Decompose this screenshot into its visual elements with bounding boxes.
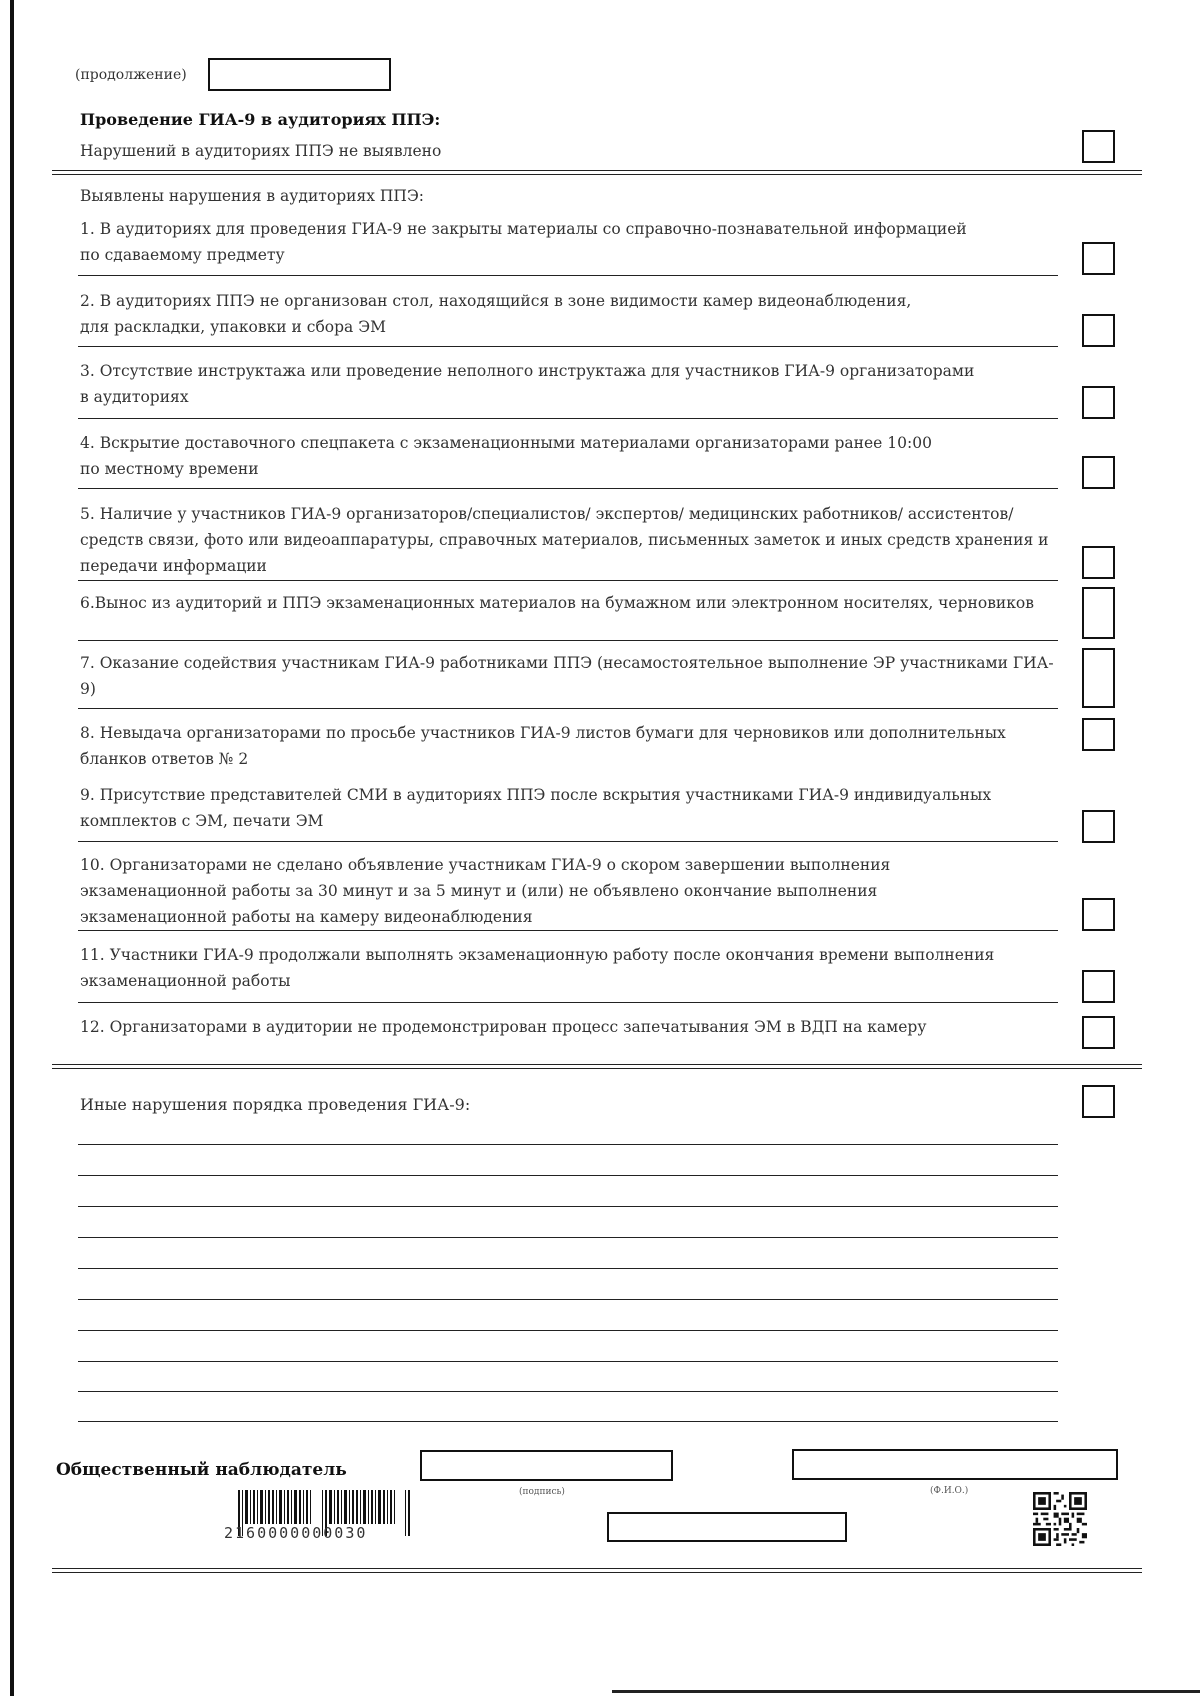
no-violations-label: Нарушений в аудиториях ППЭ не выявлено xyxy=(80,142,442,160)
scan-bottom-edge xyxy=(612,1690,1200,1693)
extra-field[interactable] xyxy=(607,1512,847,1542)
row-divider xyxy=(78,930,1058,931)
writing-line[interactable] xyxy=(78,1206,1058,1207)
writing-line[interactable] xyxy=(78,1299,1058,1300)
other-violations-checkbox[interactable] xyxy=(1082,1085,1115,1118)
violation-item-12: 12. Организаторами в аудитории не продемонстрирован процесс запечатывания ЭМ в ВДП на камеру xyxy=(80,1018,927,1036)
signature-caption: (подпись) xyxy=(519,1487,565,1497)
violation-checkbox-6[interactable] xyxy=(1082,587,1115,639)
qr-code-icon xyxy=(1033,1492,1087,1546)
violation-item-9: 9. Присутствие представителей СМИ в аудиториях ППЭ после вскрытия участниками ГИА-9 индивидуальных комплектов с ЭМ, печати ЭМ xyxy=(80,786,992,830)
row-divider xyxy=(78,640,1058,641)
writing-line[interactable] xyxy=(78,1421,1058,1422)
violation-checkbox-7[interactable] xyxy=(1082,648,1115,708)
no-violations-checkbox[interactable] xyxy=(1082,130,1115,163)
violation-item-8: 8. Невыдача организаторами по просьбе участников ГИА-9 листов бумаги для черновиков или дополнительных бланков ответов № 2 xyxy=(80,724,1006,768)
violation-item-2: 2. В аудиториях ППЭ не организован стол, находящийся в зоне видимости камер видеонаблюдения, для раскладки, упаковки и сбора ЭМ xyxy=(80,292,912,336)
continuation-field[interactable] xyxy=(208,58,391,91)
barcode-number: 2160000000030 xyxy=(224,1524,368,1542)
row-divider xyxy=(78,1002,1058,1003)
observer-label: Общественный наблюдатель xyxy=(56,1460,347,1480)
writing-line[interactable] xyxy=(78,1144,1058,1145)
violation-item-11: 11. Участники ГИА-9 продолжали выполнять экзаменационную работу после окончания времени выполнения экзаменационной работы xyxy=(80,946,995,990)
row-divider xyxy=(78,418,1058,419)
violation-item-3: 3. Отсутствие инструктажа или проведение неполного инструктажа для участников ГИА-9 организаторами в аудиториях xyxy=(80,362,975,406)
violation-item-10: 10. Организаторами не сделано объявление участникам ГИА-9 о скором завершении выполнения экзаменационной работы за 30 минут и за 5 минут и (или) не объявлено окончание выполнения экзаменационной работы на камеру видеонаблюдения xyxy=(80,856,891,926)
writing-line[interactable] xyxy=(78,1361,1058,1362)
violation-checkbox-3[interactable] xyxy=(1082,386,1115,419)
row-divider xyxy=(78,580,1058,581)
violation-checkbox-8[interactable] xyxy=(1082,718,1115,751)
fio-caption: (Ф.И.О.) xyxy=(930,1486,969,1496)
section-divider xyxy=(52,170,1142,175)
footer-divider xyxy=(52,1568,1142,1573)
continuation-label: (продолжение) xyxy=(75,67,187,83)
writing-line[interactable] xyxy=(78,1330,1058,1331)
violation-checkbox-12[interactable] xyxy=(1082,1016,1115,1049)
writing-line[interactable] xyxy=(78,1237,1058,1238)
writing-line[interactable] xyxy=(78,1175,1058,1176)
row-divider xyxy=(78,346,1058,347)
violation-checkbox-4[interactable] xyxy=(1082,456,1115,489)
violation-item-7: 7. Оказание содействия участникам ГИА-9 работниками ППЭ (несамостоятельное выполнение ЭР участниками ГИА- 9) xyxy=(80,654,1054,698)
fio-field[interactable] xyxy=(792,1449,1118,1480)
violations-header: Выявлены нарушения в аудиториях ППЭ: xyxy=(80,187,425,205)
row-divider xyxy=(78,708,1058,709)
other-violations-label: Иные нарушения порядка проведения ГИА-9: xyxy=(80,1095,471,1114)
section-divider xyxy=(52,1064,1142,1069)
violation-checkbox-10[interactable] xyxy=(1082,898,1115,931)
violation-checkbox-2[interactable] xyxy=(1082,314,1115,347)
row-divider xyxy=(78,841,1058,842)
scan-left-edge xyxy=(10,0,14,1696)
row-divider xyxy=(78,488,1058,489)
violation-checkbox-9[interactable] xyxy=(1082,810,1115,843)
violation-item-4: 4. Вскрытие доставочного спецпакета с экзаменационными материалами организаторами ранее 10:00 по местному времени xyxy=(80,434,932,478)
violation-item-6: 6.Вынос из аудиторий и ППЭ экзаменационных материалов на бумажном или электронном носителях, черновиков xyxy=(80,594,1034,612)
writing-line[interactable] xyxy=(78,1391,1058,1392)
violation-checkbox-1[interactable] xyxy=(1082,242,1115,275)
writing-line[interactable] xyxy=(78,1268,1058,1269)
signature-field[interactable] xyxy=(420,1450,673,1481)
violation-item-1: 1. В аудиториях для проведения ГИА-9 не закрыты материалы со справочно-познавательной информацией по сдаваемому предмету xyxy=(80,220,967,264)
violation-checkbox-11[interactable] xyxy=(1082,970,1115,1003)
violation-item-5: 5. Наличие у участников ГИА-9 организаторов/специалистов/ экспертов/ медицинских работников/ ассистентов/ средств связи, фото или видеоаппаратуры, справочных материалов, письменных заметок и иных средств хранения и передачи информации xyxy=(80,505,1049,575)
row-divider xyxy=(78,275,1058,276)
violation-checkbox-5[interactable] xyxy=(1082,546,1115,579)
section-title: Проведение ГИА-9 в аудиториях ППЭ: xyxy=(80,110,441,129)
